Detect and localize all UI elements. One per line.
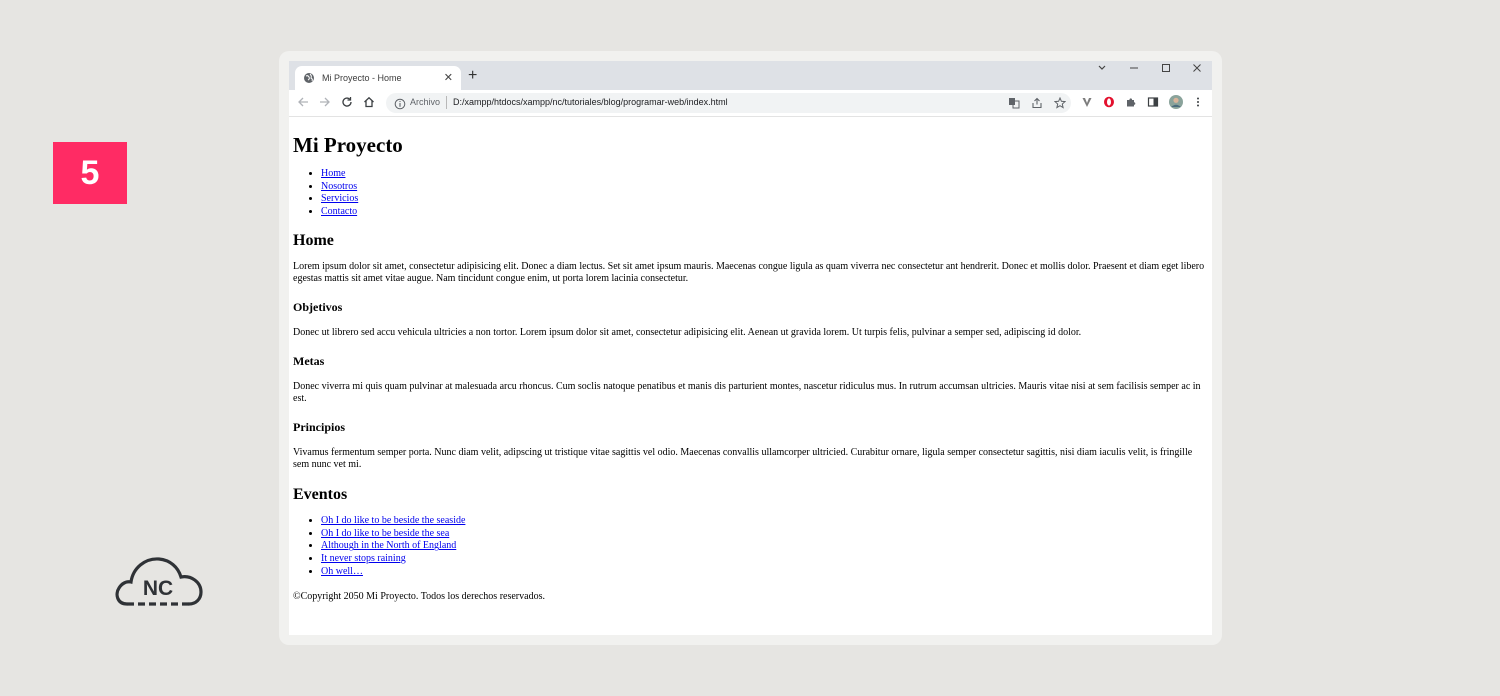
nc-cloud-logo [113,550,205,610]
puzzle-icon[interactable] [1123,94,1139,110]
avatar[interactable] [1168,94,1184,110]
event-link[interactable]: Oh I do like to be beside the seaside [321,514,466,526]
globe-icon [303,72,315,84]
page-footer: ©Copyright 2050 Mi Proyecto. Todos los derechos reservados. [293,591,545,603]
back-icon[interactable] [295,94,311,110]
nav-item [321,206,1208,219]
scheme-label: Archivo [410,97,441,107]
section-heading-eventos: Eventos [293,485,348,503]
menu-icon[interactable] [1190,94,1206,110]
window-close-icon[interactable] [1192,63,1202,76]
share-icon[interactable] [1029,95,1045,111]
web-page [293,121,1208,604]
new-tab-icon[interactable]: + [468,67,478,84]
address-separator [446,96,447,109]
section-heading-home: Home [293,231,334,249]
tab-title: Mi Proyecto - Home [322,73,402,83]
star-icon[interactable] [1052,95,1068,111]
tab-home[interactable] [295,66,461,90]
opera-icon[interactable] [1101,94,1117,110]
minimize-icon[interactable] [1129,63,1139,76]
intro-paragraph: Lorem ipsum dolor sit amet, consectetur adipisicing elit. Donec a diam lectus. Set sit amet ipsum mauris. Maecenas congue ligula as quam viverra nec consectetur ant hendrerit. Donec et mollis dolor. Praesent et diam eget libero egestas mattis sit amet vitae augue. Nam tincidunt congue enim, ut porta lorem lacinia consectetur. [293,260,1205,285]
page-title: Mi Proyecto [293,133,403,157]
nav-item [321,193,1208,206]
translate-icon[interactable] [1006,95,1022,111]
nav-link-contacto[interactable]: Contacto [321,206,358,218]
event-link[interactable]: It never stops raining [321,553,406,565]
list-item [321,528,1208,541]
nav-item [321,168,1208,181]
list-item [321,515,1208,528]
nav-link-nosotros[interactable]: Nosotros [321,180,358,192]
subsection-heading-objetivos: Objetivos [293,300,343,314]
reload-icon[interactable] [339,94,355,110]
list-item [321,566,1208,579]
home-icon[interactable] [361,94,377,110]
subsection-paragraph-metas: Donec viverra mi quis quam pulvinar at malesuada arcu rhoncus. Cum soclis natoque penatibus et manis dis parturient montes, nascetur ridiculus mus. In rutrum accumsan ultricies. Mauris vitae nisi at sem facilisis semper ac in est. [293,380,1201,405]
nav-link-servicios[interactable]: Servicios [321,193,359,205]
tab-search-icon[interactable] [1097,63,1107,76]
browser-window [289,61,1212,635]
subsection-paragraph-objetivos: Donec ut librero sed accu vehicula ultricies a non tortor. Lorem ipsum dolor sit amet, consectetur adipisicing elit. Aenean ut gravida lorem. Ut turpis felis, pulvinar a semper sed, adipiscing id dolor. [293,327,1082,338]
url-text[interactable]: D:/xampp/htdocs/xampp/nc/tutoriales/blog/programar-web/index.html [453,97,728,107]
subsection-heading-principios: Principios [293,419,346,434]
list-item [321,540,1208,553]
browser-toolbar [289,90,1212,117]
nav-item [321,181,1208,194]
event-link[interactable]: Oh I do like to be beside the sea [321,527,450,539]
sidepanel-icon[interactable] [1145,94,1161,110]
subsection-paragraph-principios: Vivamus fermentum semper porta. Nunc diam velit, adipscing ut tristique vitae sagittis vel odio. Maecenas convallis ullamcorper ultricied. Curabitur ornare, ligula semper consectetur sagittis, nisi diam iaculis velit, is fringille sem nunc vet mi. [293,446,1193,471]
events-list [293,515,1208,579]
step-number-badge: 5 [53,142,127,204]
main-nav [293,168,1208,219]
event-link[interactable]: Although in the North of England [321,540,457,552]
logo-text: NC [142,577,174,600]
subsection-heading-metas: Metas [293,353,325,368]
extension-v-icon[interactable] [1079,94,1095,110]
nav-link-home[interactable]: Home [321,168,346,179]
address-bar[interactable] [386,93,1071,113]
tab-close-icon[interactable]: ✕ [443,72,453,84]
forward-icon[interactable] [317,94,333,110]
info-icon[interactable] [394,97,406,109]
maximize-icon[interactable] [1161,63,1171,76]
event-link[interactable]: Oh well… [321,565,363,577]
list-item [321,553,1208,566]
tab-strip [289,61,1212,90]
